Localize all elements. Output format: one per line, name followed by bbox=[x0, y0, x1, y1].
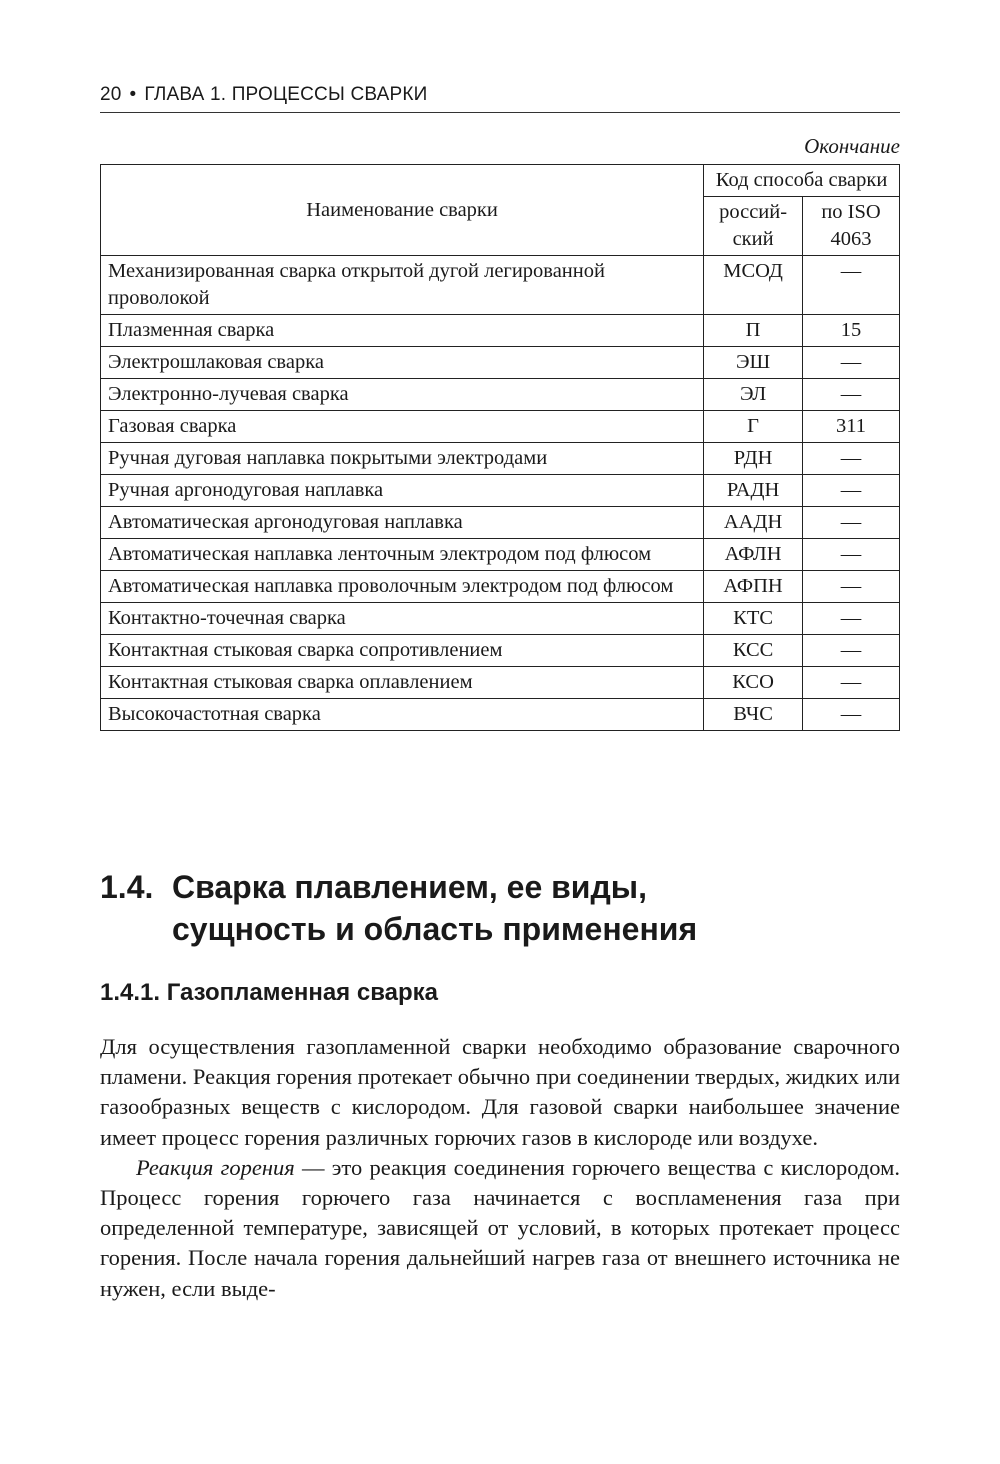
row-code: ЭШ bbox=[704, 347, 803, 379]
row-name: Высокочастотная сварка bbox=[101, 699, 704, 731]
row-code: КТС bbox=[704, 603, 803, 635]
row-name: Электрошлаковая сварка bbox=[101, 347, 704, 379]
term-reaction: Реакция горения bbox=[136, 1154, 295, 1180]
table-row bbox=[101, 475, 900, 507]
row-iso: 311 bbox=[803, 411, 900, 443]
table-row bbox=[101, 256, 900, 315]
row-iso: 15 bbox=[803, 315, 900, 347]
row-code: РАДН bbox=[704, 475, 803, 507]
table-row bbox=[101, 699, 900, 731]
row-iso: — bbox=[803, 667, 900, 699]
section-title: Сварка плавлением, ее виды, сущность и область применения bbox=[172, 869, 698, 947]
table-row bbox=[101, 315, 900, 347]
running-head bbox=[100, 84, 900, 113]
row-code: КСО bbox=[704, 667, 803, 699]
row-iso: — bbox=[803, 379, 900, 411]
row-iso: — bbox=[803, 507, 900, 539]
row-name: Ручная дуговая наплавка покрытыми электродами bbox=[101, 443, 704, 475]
row-iso: — bbox=[803, 475, 900, 507]
header-code-group: Код способа сварки bbox=[704, 165, 900, 197]
row-name: Автоматическая наплавка ленточным электродом под флюсом bbox=[101, 539, 704, 571]
row-code: КСС bbox=[704, 635, 803, 667]
table-row bbox=[101, 667, 900, 699]
row-iso: — bbox=[803, 539, 900, 571]
section-number: 1.4. bbox=[100, 869, 154, 905]
row-name: Электронно-лучевая сварка bbox=[101, 379, 704, 411]
row-iso: — bbox=[803, 347, 900, 379]
section-heading bbox=[100, 866, 900, 950]
row-code: П bbox=[704, 315, 803, 347]
row-iso: — bbox=[803, 571, 900, 603]
continuation-label: Окончание bbox=[804, 134, 900, 158]
header-iso: по ISO 4063 bbox=[803, 197, 900, 256]
row-code: Г bbox=[704, 411, 803, 443]
table-row bbox=[101, 571, 900, 603]
row-name: Газовая сварка bbox=[101, 411, 704, 443]
table-row bbox=[101, 443, 900, 475]
row-name: Автоматическая аргонодуговая наплавка bbox=[101, 507, 704, 539]
page-number: 20 bbox=[100, 84, 122, 105]
row-name: Контактная стыковая сварка сопротивлением bbox=[101, 635, 704, 667]
table-row bbox=[101, 411, 900, 443]
row-iso: — bbox=[803, 256, 900, 315]
body-text bbox=[100, 1032, 900, 1304]
subsection-heading: 1.4.1. Газопламенная сварка bbox=[100, 979, 438, 1006]
row-code: РДН bbox=[704, 443, 803, 475]
table-row bbox=[101, 539, 900, 571]
row-iso: — bbox=[803, 635, 900, 667]
table-row bbox=[101, 379, 900, 411]
table-row bbox=[101, 603, 900, 635]
welding-codes-table bbox=[100, 164, 900, 731]
row-iso: — bbox=[803, 603, 900, 635]
bullet-separator: • bbox=[129, 84, 137, 105]
row-iso: — bbox=[803, 443, 900, 475]
table-row bbox=[101, 507, 900, 539]
row-name: Контактно-точечная сварка bbox=[101, 603, 704, 635]
row-name: Ручная аргонодуговая наплавка bbox=[101, 475, 704, 507]
paragraph-1: Для осуществления газопламенной сварки необходимо образование сварочного пламени. Реакция горения протекает обычно при соединении твердых, жидких или газообразных веществ с кислородом. Для газовой сварки наибольшее значение имеет процесс горения различных горючих газов в кислороде или воздухе. bbox=[100, 1034, 900, 1150]
header-name: Наименование сварки bbox=[101, 165, 704, 256]
table-row bbox=[101, 635, 900, 667]
row-iso: — bbox=[803, 699, 900, 731]
row-code: МСОД bbox=[704, 256, 803, 315]
paragraph-2 bbox=[100, 1153, 900, 1304]
row-code: ААДН bbox=[704, 507, 803, 539]
row-name: Плазменная сварка bbox=[101, 315, 704, 347]
row-code: ЭЛ bbox=[704, 379, 803, 411]
row-name: Контактная стыковая сварка оплавлением bbox=[101, 667, 704, 699]
row-name: Механизированная сварка открытой дугой легированной проволокой bbox=[101, 256, 704, 315]
header-russian: россий-ский bbox=[704, 197, 803, 256]
paragraph-2-text: — это реакция соединения горючего вещества с кислородом. Процесс горения горючего газа начинается с воспламенения газа при определенной температуре, зависящей от условий, в которых протекает процесс горения. После начала горения дальнейший нагрев газа от внешнего источника не нужен, если выде- bbox=[100, 1154, 900, 1301]
table-row bbox=[101, 347, 900, 379]
row-code: АФПН bbox=[704, 571, 803, 603]
row-code: АФЛН bbox=[704, 539, 803, 571]
chapter-title: ГЛАВА 1. ПРОЦЕССЫ СВАРКИ bbox=[144, 84, 428, 105]
row-name: Автоматическая наплавка проволочным электродом под флюсом bbox=[101, 571, 704, 603]
row-code: ВЧС bbox=[704, 699, 803, 731]
